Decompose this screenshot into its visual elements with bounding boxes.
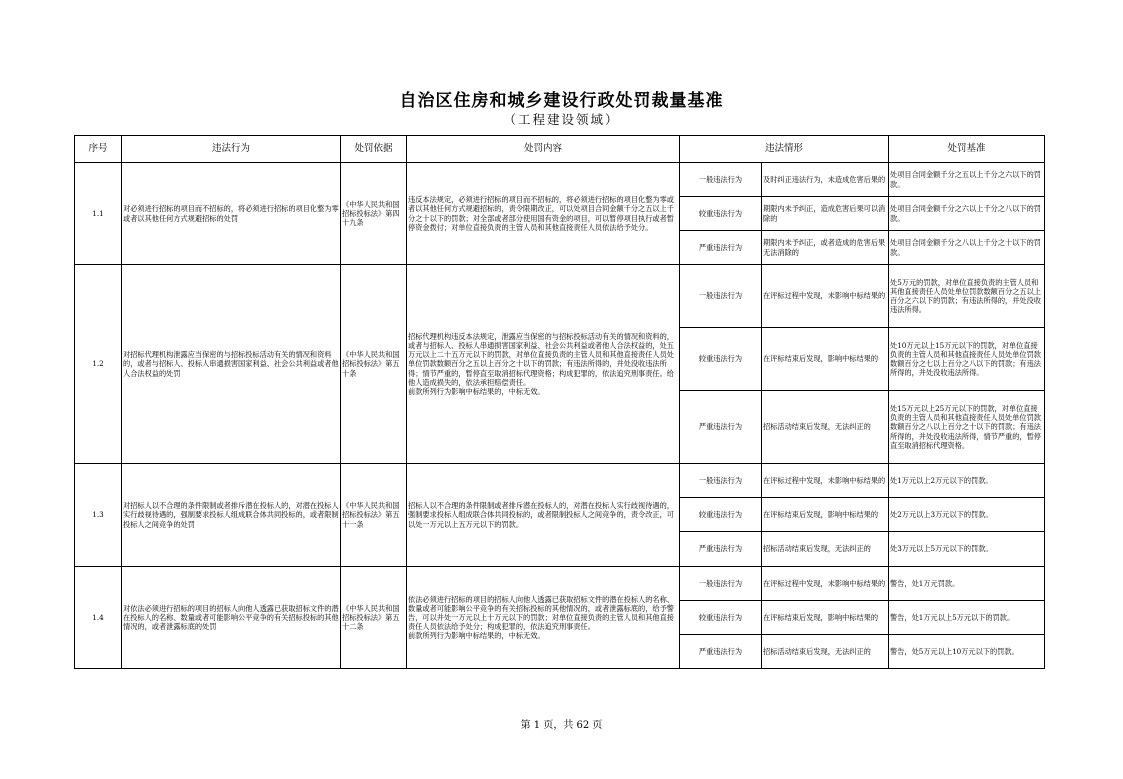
violation-category: 一般违法行为 xyxy=(680,163,762,197)
row-number: 1.3 xyxy=(75,464,122,567)
penalty-standard-table xyxy=(74,135,1045,669)
violation-circumstance: 在评标过程中发现，未影响中标结果的 xyxy=(762,567,889,601)
penalty-standard: 警告，处1万元罚款。 xyxy=(889,567,1045,601)
violation-behavior: 对必须进行招标的项目而不招标的，将必须进行招标的项目化整为零或者以其他任何方式规避招标的处罚 xyxy=(122,163,341,265)
violation-category: 一般违法行为 xyxy=(680,464,762,498)
violation-behavior: 对招标人以不合理的条件限制或者排斥潜在投标人的，对潜在投标人实行歧视待遇的，强制要求投标人组成联合体共同投标的，或者限制投标人之间竞争的处罚 xyxy=(122,464,341,567)
violation-circumstance: 及时纠正违法行为，未造成危害后果的 xyxy=(762,163,889,197)
violation-circumstance: 招标活动结束后发现，无法纠正的 xyxy=(762,532,889,567)
penalty-content: 招标代理机构违反本法规定，泄露应当保密的与招标投标活动有关的情况和资料的，或者与招标人、投标人串通损害国家利益、社会公共利益或者他人合法权益的，处五万元以上二十五万元以下的罚款，对单位直接负责的主管人员和其他直接责任人员处单位罚款数额百分之五以上百分之十以下的罚款；有违法所得的，并处没收违法所得；情节严重的，暂停直至取消招标代理资格；构成犯罪的，依法追究刑事责任。给他人造成损失的，依法承担赔偿责任。 前款所列行为影响中标结果的，中标无效。 xyxy=(407,265,680,464)
table-row xyxy=(75,163,1045,197)
violation-circumstance: 在评标结束后发现，影响中标结果的 xyxy=(762,328,889,391)
violation-circumstance: 招标活动结束后发现，无法纠正的 xyxy=(762,391,889,464)
penalty-basis: 《中华人民共和国招标投标法》第五十二条 xyxy=(341,567,407,669)
violation-circumstance: 在评标结束后发现，影响中标结果的 xyxy=(762,601,889,635)
table-header-row xyxy=(75,136,1045,163)
document-subtitle: （工程建设领域） xyxy=(503,112,620,127)
violation-category: 严重违法行为 xyxy=(680,532,762,567)
violation-category: 严重违法行为 xyxy=(680,391,762,464)
row-number: 1.4 xyxy=(75,567,122,669)
table-row xyxy=(75,464,1045,498)
violation-category: 较重违法行为 xyxy=(680,601,762,635)
table-row xyxy=(75,265,1045,328)
penalty-standard: 处项目合同金额千分之六以上千分之八以下的罚款。 xyxy=(889,197,1045,231)
penalty-standard: 处2万元以上3万元以下的罚款。 xyxy=(889,498,1045,532)
violation-category: 较重违法行为 xyxy=(680,498,762,532)
header-behavior: 违法行为 xyxy=(122,136,341,163)
penalty-standard: 处15万元以上25万元以下的罚款，对单位直接负责的主管人员和其他直接责任人员处单位罚款数额百分之八以上百分之十以下的罚款；有违法所得的，并处没收违法所得，情节严重的，暂停直至取消招标代理资格。 xyxy=(889,391,1045,464)
penalty-standard: 处5万元的罚款，对单位直接负责的主管人员和其他直接责任人员处单位罚款数额百分之五以上百分之六以下的罚款；有违法所得的，并处没收违法所得。 xyxy=(889,265,1045,328)
violation-circumstance: 在评标结束后发现，影响中标结果的 xyxy=(762,498,889,532)
header-basis: 处罚依据 xyxy=(341,136,407,163)
header-standard: 处罚基准 xyxy=(889,136,1045,163)
violation-behavior: 对依法必须进行招标的项目的招标人向他人透露已获取招标文件的潜在投标人的名称、数量或者可能影响公平竞争的有关招标投标的其他情况的，或者泄露标底的处罚 xyxy=(122,567,341,669)
violation-circumstance: 期限内未予纠正，或者造成的危害后果无法消除的 xyxy=(762,231,889,265)
penalty-basis: 《中华人民共和国招标投标法》第四十九条 xyxy=(341,163,407,265)
row-number: 1.2 xyxy=(75,265,122,464)
header-no: 序号 xyxy=(75,136,122,163)
penalty-standard: 处10万元以上15万元以下的罚款，对单位直接负责的主管人员和其他直接责任人员处单位罚款数额百分之七以上百分之八以下的罚款；有违法所得的，并处没收违法所得。 xyxy=(889,328,1045,391)
penalty-standard: 警告，处5万元以上10万元以下的罚款。 xyxy=(889,635,1045,669)
violation-category: 一般违法行为 xyxy=(680,567,762,601)
penalty-content: 招标人以不合理的条件限制或者排斥潜在投标人的，对潜在投标人实行歧视待遇的，强制要求投标人组成联合体共同投标的，或者限制投标人之间竞争的，责令改正，可以处一万元以上五万元以下的罚款。 xyxy=(407,464,680,567)
row-number: 1.1 xyxy=(75,163,122,265)
violation-category: 一般违法行为 xyxy=(680,265,762,328)
violation-circumstance: 在评标过程中发现，未影响中标结果的 xyxy=(762,265,889,328)
penalty-standard: 处3万元以上5万元以下的罚款。 xyxy=(889,532,1045,567)
violation-circumstance: 期限内未予纠正，造成危害后果可以消除的 xyxy=(762,197,889,231)
header-content: 处罚内容 xyxy=(407,136,680,163)
violation-category: 较重违法行为 xyxy=(680,197,762,231)
penalty-standard: 处项目合同金额千分之五以上千分之六以下的罚款。 xyxy=(889,163,1045,197)
penalty-standard: 处项目合同金额千分之八以上千分之十以下的罚款。 xyxy=(889,231,1045,265)
violation-category: 严重违法行为 xyxy=(680,231,762,265)
header-circumstance: 违法情形 xyxy=(680,136,889,163)
violation-category: 严重违法行为 xyxy=(680,635,762,669)
violation-behavior: 对招标代理机构泄露应当保密的与招标投标活动有关的情况和资料的，或者与招标人、投标人串通损害国家利益、社会公共利益或者他人合法权益的处罚 xyxy=(122,265,341,464)
violation-circumstance: 在评标过程中发现，未影响中标结果的 xyxy=(762,464,889,498)
violation-category: 较重违法行为 xyxy=(680,328,762,391)
violation-circumstance: 招标活动结束后发现，无法纠正的 xyxy=(762,635,889,669)
penalty-content: 违反本法规定，必须进行招标的项目而不招标的，将必须进行招标的项目化整为零或者以其他任何方式规避招标的，责令限期改正，可以处项目合同金额千分之五以上千分之十以下的罚款；对全部或者部分使用国有资金的项目，可以暂停项目执行或者暂停资金拨付；对单位直接负责的主管人员和其他直接责任人员依法给予处分。 xyxy=(407,163,680,265)
penalty-basis: 《中华人民共和国招标投标法》第五十条 xyxy=(341,265,407,464)
penalty-basis: 《中华人民共和国招标投标法》第五十一条 xyxy=(341,464,407,567)
penalty-standard: 警告，处1万元以上5万元以下的罚款。 xyxy=(889,601,1045,635)
page-footer: 第 1 页，共 62 页 xyxy=(520,720,603,731)
table-row xyxy=(75,567,1045,601)
penalty-content: 依法必须进行招标的项目的招标人向他人透露已获取招标文件的潜在投标人的名称、数量或者可能影响公平竞争的有关招标投标的其他情况的，或者泄露标底的，给予警告，可以并处一万元以上十万元以下的罚款；对单位直接负责的主管人员和其他直接责任人员依法给予处分；构成犯罪的，依法追究刑事责任。 前款所列行为影响中标结果的，中标无效。 xyxy=(407,567,680,669)
document-title: 自治区住房和城乡建设行政处罚裁量基准 xyxy=(399,91,724,111)
penalty-standard: 处1万元以上2万元以下的罚款。 xyxy=(889,464,1045,498)
